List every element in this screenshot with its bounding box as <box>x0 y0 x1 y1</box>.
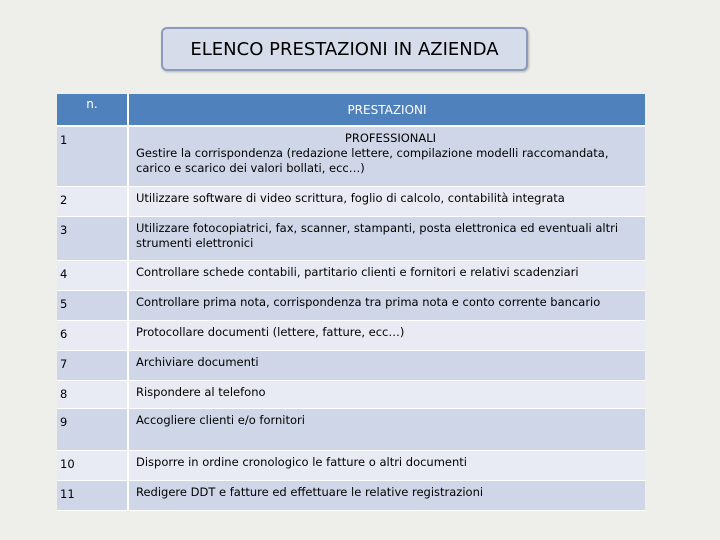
row-number: 8 <box>57 381 129 409</box>
row-number: 9 <box>57 409 129 451</box>
row-service-text: Disporre in ordine cronologico le fatture o altri documenti <box>129 451 645 481</box>
table-row <box>57 261 645 291</box>
table-row <box>57 187 645 217</box>
column-header-services: PRESTAZIONI <box>129 94 645 127</box>
row-number: 2 <box>57 187 129 217</box>
row-number: 4 <box>57 261 129 291</box>
row-service-text: Accogliere clienti e/o fornitori <box>129 409 645 451</box>
row-service-text: Archiviare documenti <box>129 351 645 381</box>
table-row <box>57 127 645 187</box>
table-row <box>57 481 645 511</box>
table-row <box>57 291 645 321</box>
row-service <box>129 127 645 187</box>
services-table <box>57 94 645 511</box>
table-header-row <box>57 94 645 127</box>
row-number: 11 <box>57 481 129 511</box>
table-row <box>57 321 645 351</box>
row-service-text: Utilizzare software di video scrittura, foglio di calcolo, contabilità integrata <box>129 187 645 217</box>
row-service-text: Controllare prima nota, corrispondenza tra prima nota e conto corrente bancario <box>129 291 645 321</box>
row-service-text: Rispondere al telefono <box>129 381 645 409</box>
row-service-text: Redigere DDT e fatture ed effettuare le relative registrazioni <box>129 481 645 511</box>
row-service-text: Gestire la corrispondenza (redazione lettere, compilazione modelli raccomandata, carico e scarico dei valori bollati, ecc…) <box>136 146 609 175</box>
row-service-heading: PROFESSIONALI <box>344 131 437 145</box>
row-number: 7 <box>57 351 129 381</box>
table-row <box>57 217 645 261</box>
table-row <box>57 381 645 409</box>
row-number: 10 <box>57 451 129 481</box>
row-number: 3 <box>57 217 129 261</box>
table-row <box>57 451 645 481</box>
page-title: ELENCO PRESTAZIONI IN AZIENDA <box>161 27 528 71</box>
row-service-text: Utilizzare fotocopiatrici, fax, scanner, stampanti, posta elettronica ed eventuali altri strumenti elettronici <box>129 217 645 261</box>
column-header-number: n. <box>57 94 129 127</box>
table-row <box>57 409 645 451</box>
row-number: 1 <box>57 127 129 187</box>
row-number: 6 <box>57 321 129 351</box>
table-row <box>57 351 645 381</box>
row-service-text: Protocollare documenti (lettere, fatture, ecc…) <box>129 321 645 351</box>
row-service-text: Controllare schede contabili, partitario clienti e fornitori e relativi scadenziari <box>129 261 645 291</box>
row-number: 5 <box>57 291 129 321</box>
